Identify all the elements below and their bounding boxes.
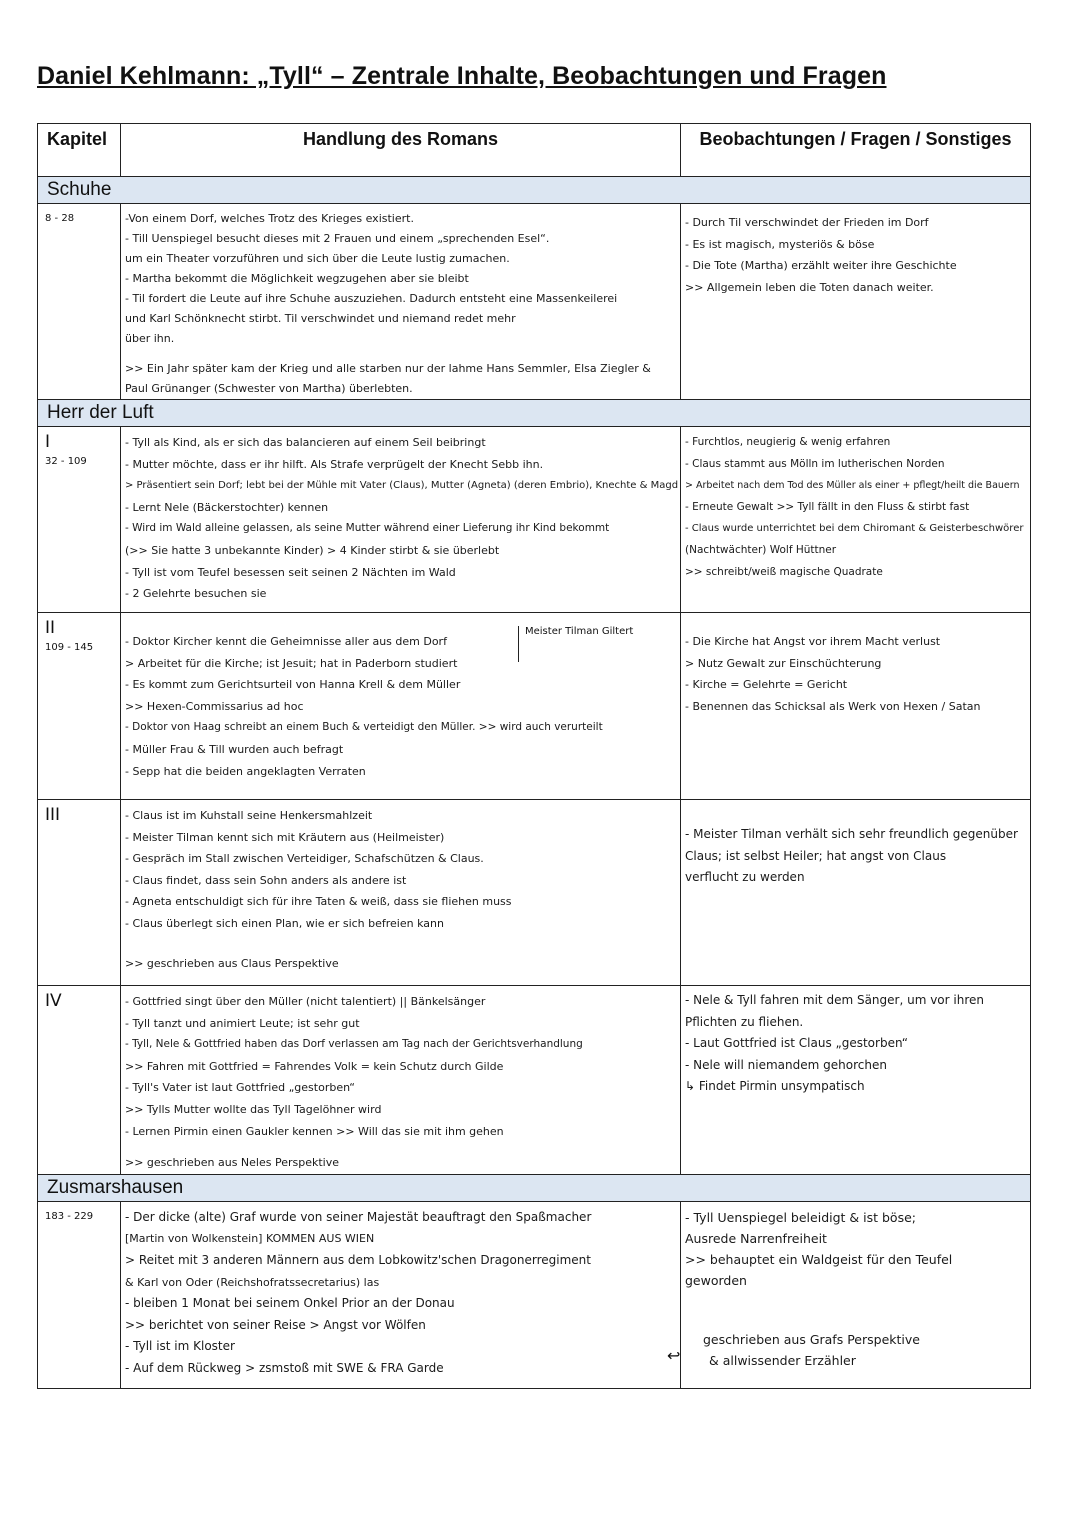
section-label: Schuhe bbox=[38, 177, 1031, 204]
list-item: - Mutter möchte, dass er ihr hilft. Als Strafe verprügelt der Knecht Sebb ihn. bbox=[125, 457, 544, 471]
list-item: > Reitet mit 3 anderen Männern aus dem Lobkowitz'schen Dragonerregiment bbox=[125, 1252, 591, 1267]
list-item: >> Allgemein leben die Toten danach weiter. bbox=[685, 280, 934, 294]
arrow-icon: ↩ bbox=[667, 1346, 681, 1365]
list-item: - Nele will niemandem gehorchen bbox=[685, 1057, 887, 1072]
observation-cell bbox=[681, 427, 1031, 613]
list-item: >> berichtet von seiner Reise > Angst vor Wölfen bbox=[125, 1317, 426, 1332]
list-item: - Nele & Tyll fahren mit dem Sänger, um vor ihren bbox=[685, 993, 984, 1007]
list-item: > Präsentiert sein Dorf; lebt bei der Mühle mit Vater (Claus), Mutter (Agneta) (deren Embrio), Knechte & Magd bbox=[125, 480, 678, 492]
list-item: verflucht zu werden bbox=[685, 870, 805, 885]
section-row-herr-der-luft bbox=[38, 400, 1031, 427]
list-item: - Claus überlegt sich einen Plan, wie er sich befreien kann bbox=[125, 916, 444, 930]
list-item: - Auf dem Rückweg > zsmstoß mit SWE & FRA Garde bbox=[125, 1360, 444, 1375]
list-item: >> Ein Jahr später kam der Krieg und alle starben nur der lahme Hans Semmler, Elsa Ziegler & bbox=[125, 362, 651, 375]
list-item: - 2 Gelehrte besuchen sie bbox=[125, 587, 267, 601]
list-item: - Lernt Nele (Bäckerstochter) kennen bbox=[125, 500, 329, 514]
plot-cell bbox=[121, 800, 681, 986]
chapter-number: I bbox=[45, 432, 51, 452]
list-item: - Die Tote (Martha) erzählt weiter ihre Geschichte bbox=[685, 259, 957, 273]
section-label: Herr der Luft bbox=[38, 400, 1031, 427]
chapter-pages: 32 - 109 bbox=[45, 456, 87, 467]
list-item: >> behauptet ein Waldgeist für den Teufel bbox=[685, 1251, 953, 1267]
list-item: geworden bbox=[685, 1272, 747, 1288]
list-item: (Nachtwächter) Wolf Hüttner bbox=[685, 543, 837, 556]
list-item: und Karl Schönknecht stirbt. Til verschwindet und niemand redet mehr bbox=[125, 312, 516, 325]
list-item: Claus; ist selbst Heiler; hat angst von Claus bbox=[685, 848, 947, 863]
list-item: um ein Theater vorzuführen und sich über die Leute lustig zumachen. bbox=[125, 252, 510, 265]
list-item: - Furchtlos, neugierig & wenig erfahren bbox=[685, 436, 891, 448]
chapter-cell bbox=[38, 427, 121, 613]
list-item: (>> Sie hatte 3 unbekannte Kinder) > 4 Kinder stirbt & sie überlebt bbox=[125, 543, 500, 557]
notes-table bbox=[37, 123, 1031, 1389]
list-item: - Tyll Uenspiegel beleidigt & ist böse; bbox=[685, 1209, 916, 1225]
list-item: - Wird im Wald alleine gelassen, als seine Mutter während einer Lieferung ihr Kind bekommt bbox=[125, 522, 610, 535]
chapter-pages: 183 - 229 bbox=[45, 1210, 94, 1222]
list-item: - Claus wurde unterrichtet bei dem Chiromant & Geisterbeschwörer bbox=[685, 523, 1024, 535]
chapter-cell bbox=[38, 204, 121, 400]
observation-cell bbox=[681, 986, 1031, 1175]
table-row bbox=[38, 204, 1031, 400]
side-note: Meister Tilman Giltert bbox=[518, 626, 633, 662]
list-item: - Erneute Gewalt >> Tyll fällt in den Fluss & stirbt fast bbox=[685, 500, 970, 513]
chapter-number: II bbox=[45, 618, 56, 638]
plot-cell bbox=[121, 1201, 681, 1388]
document-title: Daniel Kehlmann: „Tyll“ – Zentrale Inhalte, Beobachtungen und Fragen bbox=[37, 62, 887, 90]
list-item: - bleiben 1 Monat bei seinem Onkel Prior an der Donau bbox=[125, 1296, 455, 1311]
section-row-schuhe bbox=[38, 177, 1031, 204]
list-item: - Till Uenspiegel besucht dieses mit 2 Frauen und einem „sprechenden Esel“. bbox=[125, 232, 550, 245]
list-item: - Tyll ist im Kloster bbox=[125, 1339, 235, 1354]
list-item: - Agneta entschuldigt sich für ihre Taten & weiß, dass sie fliehen muss bbox=[125, 895, 512, 909]
list-item: - Es ist magisch, mysteriös & böse bbox=[685, 237, 875, 251]
list-item: >> Hexen-Commissarius ad hoc bbox=[125, 699, 304, 713]
observation-cell bbox=[681, 1201, 1031, 1388]
list-item: - Claus stammt aus Mölln im lutherischen Norden bbox=[685, 457, 945, 470]
list-item: - Gottfried singt über den Müller (nicht talentiert) || Bänkelsänger bbox=[125, 995, 486, 1008]
table-row bbox=[38, 800, 1031, 986]
list-item: & allwissender Erzähler bbox=[709, 1352, 856, 1368]
list-item: Paul Grünanger (Schwester von Martha) überlebten. bbox=[125, 382, 413, 395]
list-item: -Von einem Dorf, welches Trotz des Krieges existiert. bbox=[125, 212, 414, 225]
list-item: & Karl von Oder (Reichshofratssecretarius) las bbox=[125, 1275, 380, 1289]
chapter-cell bbox=[38, 1201, 121, 1388]
list-item: - Durch Til verschwindet der Frieden im Dorf bbox=[685, 216, 929, 229]
list-item: - Meister Tilman verhält sich sehr freundlich gegenüber bbox=[685, 827, 1018, 841]
list-item: - Es kommt zum Gerichtsurteil von Hanna Krell & dem Müller bbox=[125, 678, 461, 692]
observation-cell bbox=[681, 800, 1031, 986]
chapter-cell bbox=[38, 800, 121, 986]
observation-cell bbox=[681, 613, 1031, 800]
list-item: - Laut Gottfried ist Claus „gestorben“ bbox=[685, 1036, 908, 1051]
list-item: >> schreibt/weiß magische Quadrate bbox=[685, 565, 883, 578]
list-item: geschrieben aus Grafs Perspektive bbox=[703, 1331, 920, 1347]
list-item: >> Fahren mit Gottfried = Fahrendes Volk = kein Schutz durch Gilde bbox=[125, 1059, 504, 1073]
plot-cell bbox=[121, 204, 681, 400]
list-item: - Doktor von Haag schreibt an einem Buch & verteidigt den Müller. >> wird auch verurteilt bbox=[125, 721, 603, 734]
header-kapitel: Kapitel bbox=[38, 124, 121, 177]
list-item: >> Tylls Mutter wollte das Tyll Tagelöhner wird bbox=[125, 1102, 382, 1116]
list-item: Pflichten zu fliehen. bbox=[685, 1014, 804, 1029]
list-item: - Til fordert die Leute auf ihre Schuhe auszuziehen. Dadurch entsteht eine Massenkeilerei bbox=[125, 292, 618, 305]
chapter-number: IV bbox=[45, 991, 62, 1011]
list-item: > Nutz Gewalt zur Einschüchterung bbox=[685, 656, 882, 670]
list-item: - Die Kirche hat Angst vor ihrem Macht verlust bbox=[685, 635, 941, 648]
table-row bbox=[38, 986, 1031, 1175]
header-beobachtungen: Beobachtungen / Fragen / Sonstiges bbox=[681, 124, 1031, 177]
list-item: - Meister Tilman kennt sich mit Kräutern aus (Heilmeister) bbox=[125, 830, 445, 844]
chapter-cell bbox=[38, 986, 121, 1175]
list-item: - Tyll's Vater ist laut Gottfried „gestorben“ bbox=[125, 1081, 355, 1095]
header-handlung: Handlung des Romans bbox=[121, 124, 681, 177]
list-item: - Müller Frau & Till wurden auch befragt bbox=[125, 742, 344, 756]
list-item: - Doktor Kircher kennt die Geheimnisse aller aus dem Dorf bbox=[125, 635, 447, 648]
list-item: - Tyll tanzt und animiert Leute; ist sehr gut bbox=[125, 1016, 360, 1030]
list-item: - Kirche = Gelehrte = Gericht bbox=[685, 678, 848, 692]
list-item: ↳ Findet Pirmin unsympatisch bbox=[685, 1079, 865, 1094]
list-item: Ausrede Narrenfreiheit bbox=[685, 1230, 827, 1246]
list-item: - Sepp hat die beiden angeklagten Verraten bbox=[125, 764, 366, 778]
chapter-number: III bbox=[45, 805, 61, 825]
plot-cell bbox=[121, 986, 681, 1175]
list-item: >> geschrieben aus Neles Perspektive bbox=[125, 1156, 340, 1170]
list-item: - Tyll als Kind, als er sich das balancieren auf einem Seil beibringt bbox=[125, 436, 486, 449]
table-row bbox=[38, 427, 1031, 613]
list-item: > Arbeitet für die Kirche; ist Jesuit; hat in Paderborn studiert bbox=[125, 656, 458, 670]
table-row bbox=[38, 1201, 1031, 1388]
list-item: - Lernen Pirmin einen Gaukler kennen >> Will das sie mit ihm gehen bbox=[125, 1124, 504, 1138]
plot-cell bbox=[121, 427, 681, 613]
list-item: - Claus findet, dass sein Sohn anders als andere ist bbox=[125, 873, 407, 887]
list-item: - Claus ist im Kuhstall seine Henkersmahlzeit bbox=[125, 809, 373, 822]
chapter-pages: 109 - 145 bbox=[45, 642, 94, 653]
list-item: - Martha bekommt die Möglichkeit wegzugehen aber sie bleibt bbox=[125, 272, 469, 285]
list-item: > Arbeitet nach dem Tod des Müller als einer + pflegt/heilt die Bauern bbox=[685, 480, 1020, 492]
list-item: - Benennen das Schicksal als Werk von Hexen / Satan bbox=[685, 699, 981, 713]
list-item: [Martin von Wolkenstein] KOMMEN AUS WIEN bbox=[125, 1232, 375, 1246]
section-label: Zusmarshausen bbox=[38, 1174, 1031, 1201]
list-item: - Gespräch im Stall zwischen Verteidiger, Schafschützen & Claus. bbox=[125, 852, 484, 866]
chapter-cell bbox=[38, 613, 121, 800]
list-item: - Tyll, Nele & Gottfried haben das Dorf verlassen am Tag nach der Gerichtsverhandlung bbox=[125, 1038, 583, 1051]
header-row bbox=[38, 124, 1031, 177]
list-item: >> geschrieben aus Claus Perspektive bbox=[125, 956, 339, 970]
chapter-pages: 8 - 28 bbox=[45, 213, 75, 224]
list-item: über ihn. bbox=[125, 332, 175, 345]
section-row-zusmarshausen bbox=[38, 1174, 1031, 1201]
list-item: - Der dicke (alte) Graf wurde von seiner Majestät beauftragt den Spaßmacher bbox=[125, 1209, 592, 1224]
list-item: - Tyll ist vom Teufel besessen seit seinen 2 Nächten im Wald bbox=[125, 565, 456, 579]
observation-cell bbox=[681, 204, 1031, 400]
